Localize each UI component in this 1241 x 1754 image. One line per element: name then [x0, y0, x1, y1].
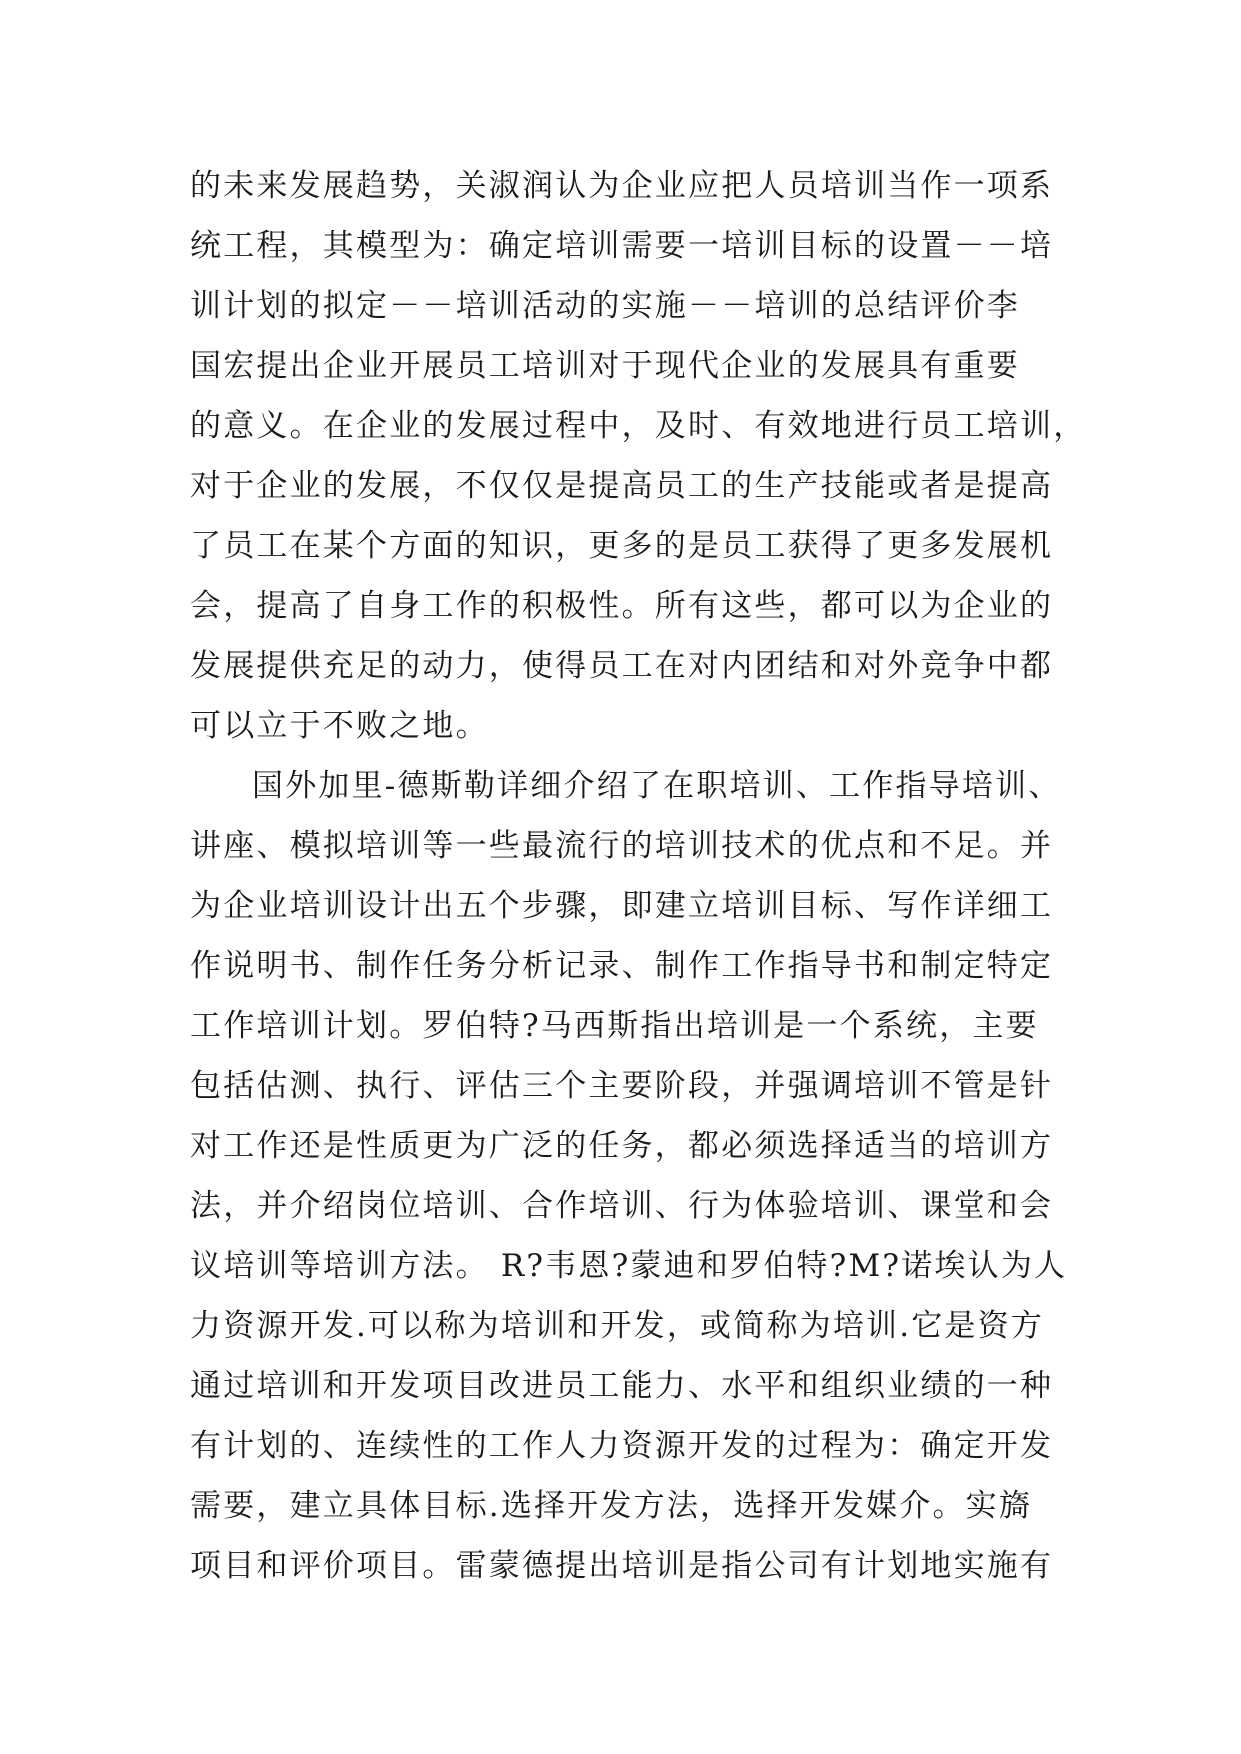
- text-line: 通过培训和开发项目改进员工能力、水平和组织业绩的一种: [190, 1368, 1054, 1404]
- text-line: 了员工在某个方面的知识，更多的是员工获得了更多发展机: [190, 528, 1054, 564]
- text-line: 的未来发展趋势，关淑润认为企业应把人员培训当作一项系: [190, 168, 1054, 204]
- text-line: 统工程，其模型为：确定培训需要一培训目标的设置－－培: [190, 228, 1054, 264]
- text-line: 有计划的、连续性的工作人力资源开发的过程为：确定开发: [190, 1428, 1054, 1464]
- text-line: 对于企业的发展，不仅仅是提高员工的生产技能或者是提高: [190, 468, 1054, 504]
- text-line: 需要，建立具体目标.选择开发方法，选择开发媒介。实旖: [190, 1488, 1033, 1524]
- text-line: 的意义。在企业的发展过程中，及时、有效地进行员工培训，: [190, 408, 1087, 444]
- text-line: 为企业培训设计出五个步骤，即建立培训目标、写作详细工: [190, 888, 1054, 924]
- text-line: 作说明书、制作任务分析记录、制作工作指导书和制定特定: [190, 948, 1054, 984]
- text-line: 会，提高了自身工作的积极性。所有这些，都可以为企业的: [190, 588, 1054, 624]
- text-line: 讲座、模拟培训等一些最流行的培训技术的优点和不足。并: [190, 828, 1054, 864]
- text-line: 可以立于不败之地。: [190, 708, 489, 744]
- text-line: 项目和评价项目。雷蒙德提出培训是指公司有计划地实施有: [190, 1548, 1054, 1584]
- text-line: 对工作还是性质更为广泛的任务，都必须选择适当的培训方: [190, 1128, 1054, 1164]
- text-line: 工作培训计划。罗伯特?马西斯指出培训是一个系统，主要: [190, 1008, 1039, 1044]
- text-line: 发展提供充足的动力，使得员工在对内团结和对外竞争中都: [190, 648, 1054, 684]
- text-line: 议培训等培训方法。 R?韦恩?蒙迪和罗伯特?M?诺埃认为人: [190, 1248, 1068, 1284]
- paragraph-first-line: 国外加里-德斯勒详细介绍了在职培训、工作指导培训、: [252, 768, 1062, 804]
- text-line: 法，并介绍岗位培训、合作培训、行为体验培训、课堂和会: [190, 1188, 1054, 1224]
- text-line: 训计划的拟定－－培训活动的实施－－培训的总结评价李: [190, 288, 1020, 324]
- text-line: 力资源开发.可以称为培训和开发，或简称为培训.它是资方: [190, 1308, 1045, 1344]
- text-line: 包括估测、执行、评估三个主要阶段，并强调培训不管是针: [190, 1068, 1054, 1104]
- text-line: 国宏提出企业开展员工培训对于现代企业的发展具有重要: [190, 348, 1020, 384]
